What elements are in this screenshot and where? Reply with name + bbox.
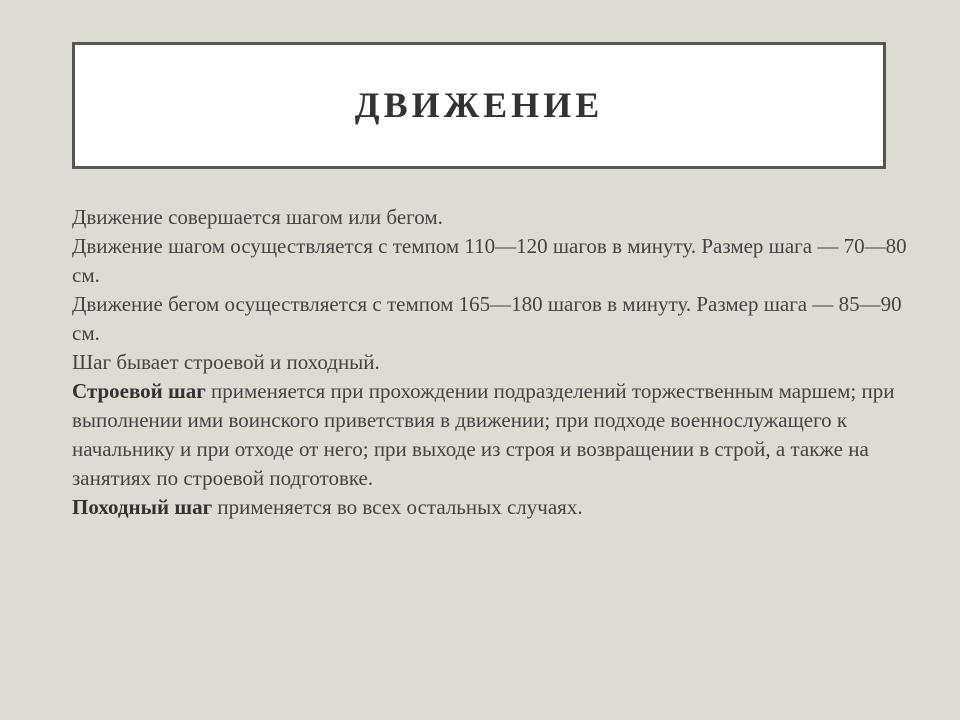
paragraph-text: Шаг бывает строевой и походный. — [72, 350, 380, 374]
term-march-step: Походный шаг — [72, 495, 213, 519]
paragraph-text: применяется во всех остальных случаях. — [212, 495, 583, 519]
paragraph-movement-types — [72, 203, 922, 232]
paragraph-text: Движение бегом осуществляется с темпом 165—180 шагов в минуту. Размер шага — 85—90 см. — [72, 292, 902, 345]
title-box — [72, 42, 886, 169]
paragraph-walking — [72, 232, 922, 290]
paragraph-drill-step — [72, 377, 922, 493]
paragraph-march-step — [72, 493, 922, 522]
paragraph-text: применяется при прохождении подразделений торжественным маршем; при выполнении ими воинского приветствия в движении; при подходе военнослужащего к начальнику и при отходе от него; при выходе из строя и возвращении в строй, а также на занятиях по строевой подготовке. — [72, 379, 895, 490]
slide-body — [72, 203, 922, 522]
paragraph-text: Движение совершается шагом или бегом. — [72, 205, 443, 229]
paragraph-step-kinds — [72, 348, 922, 377]
term-drill-step: Строевой шаг — [72, 379, 206, 403]
paragraph-running — [72, 290, 922, 348]
slide-title: ДВИЖЕНИЕ — [354, 84, 604, 125]
paragraph-text: Движение шагом осуществляется с темпом 110—120 шагов в минуту. Размер шага — 70—80 см. — [72, 234, 907, 287]
